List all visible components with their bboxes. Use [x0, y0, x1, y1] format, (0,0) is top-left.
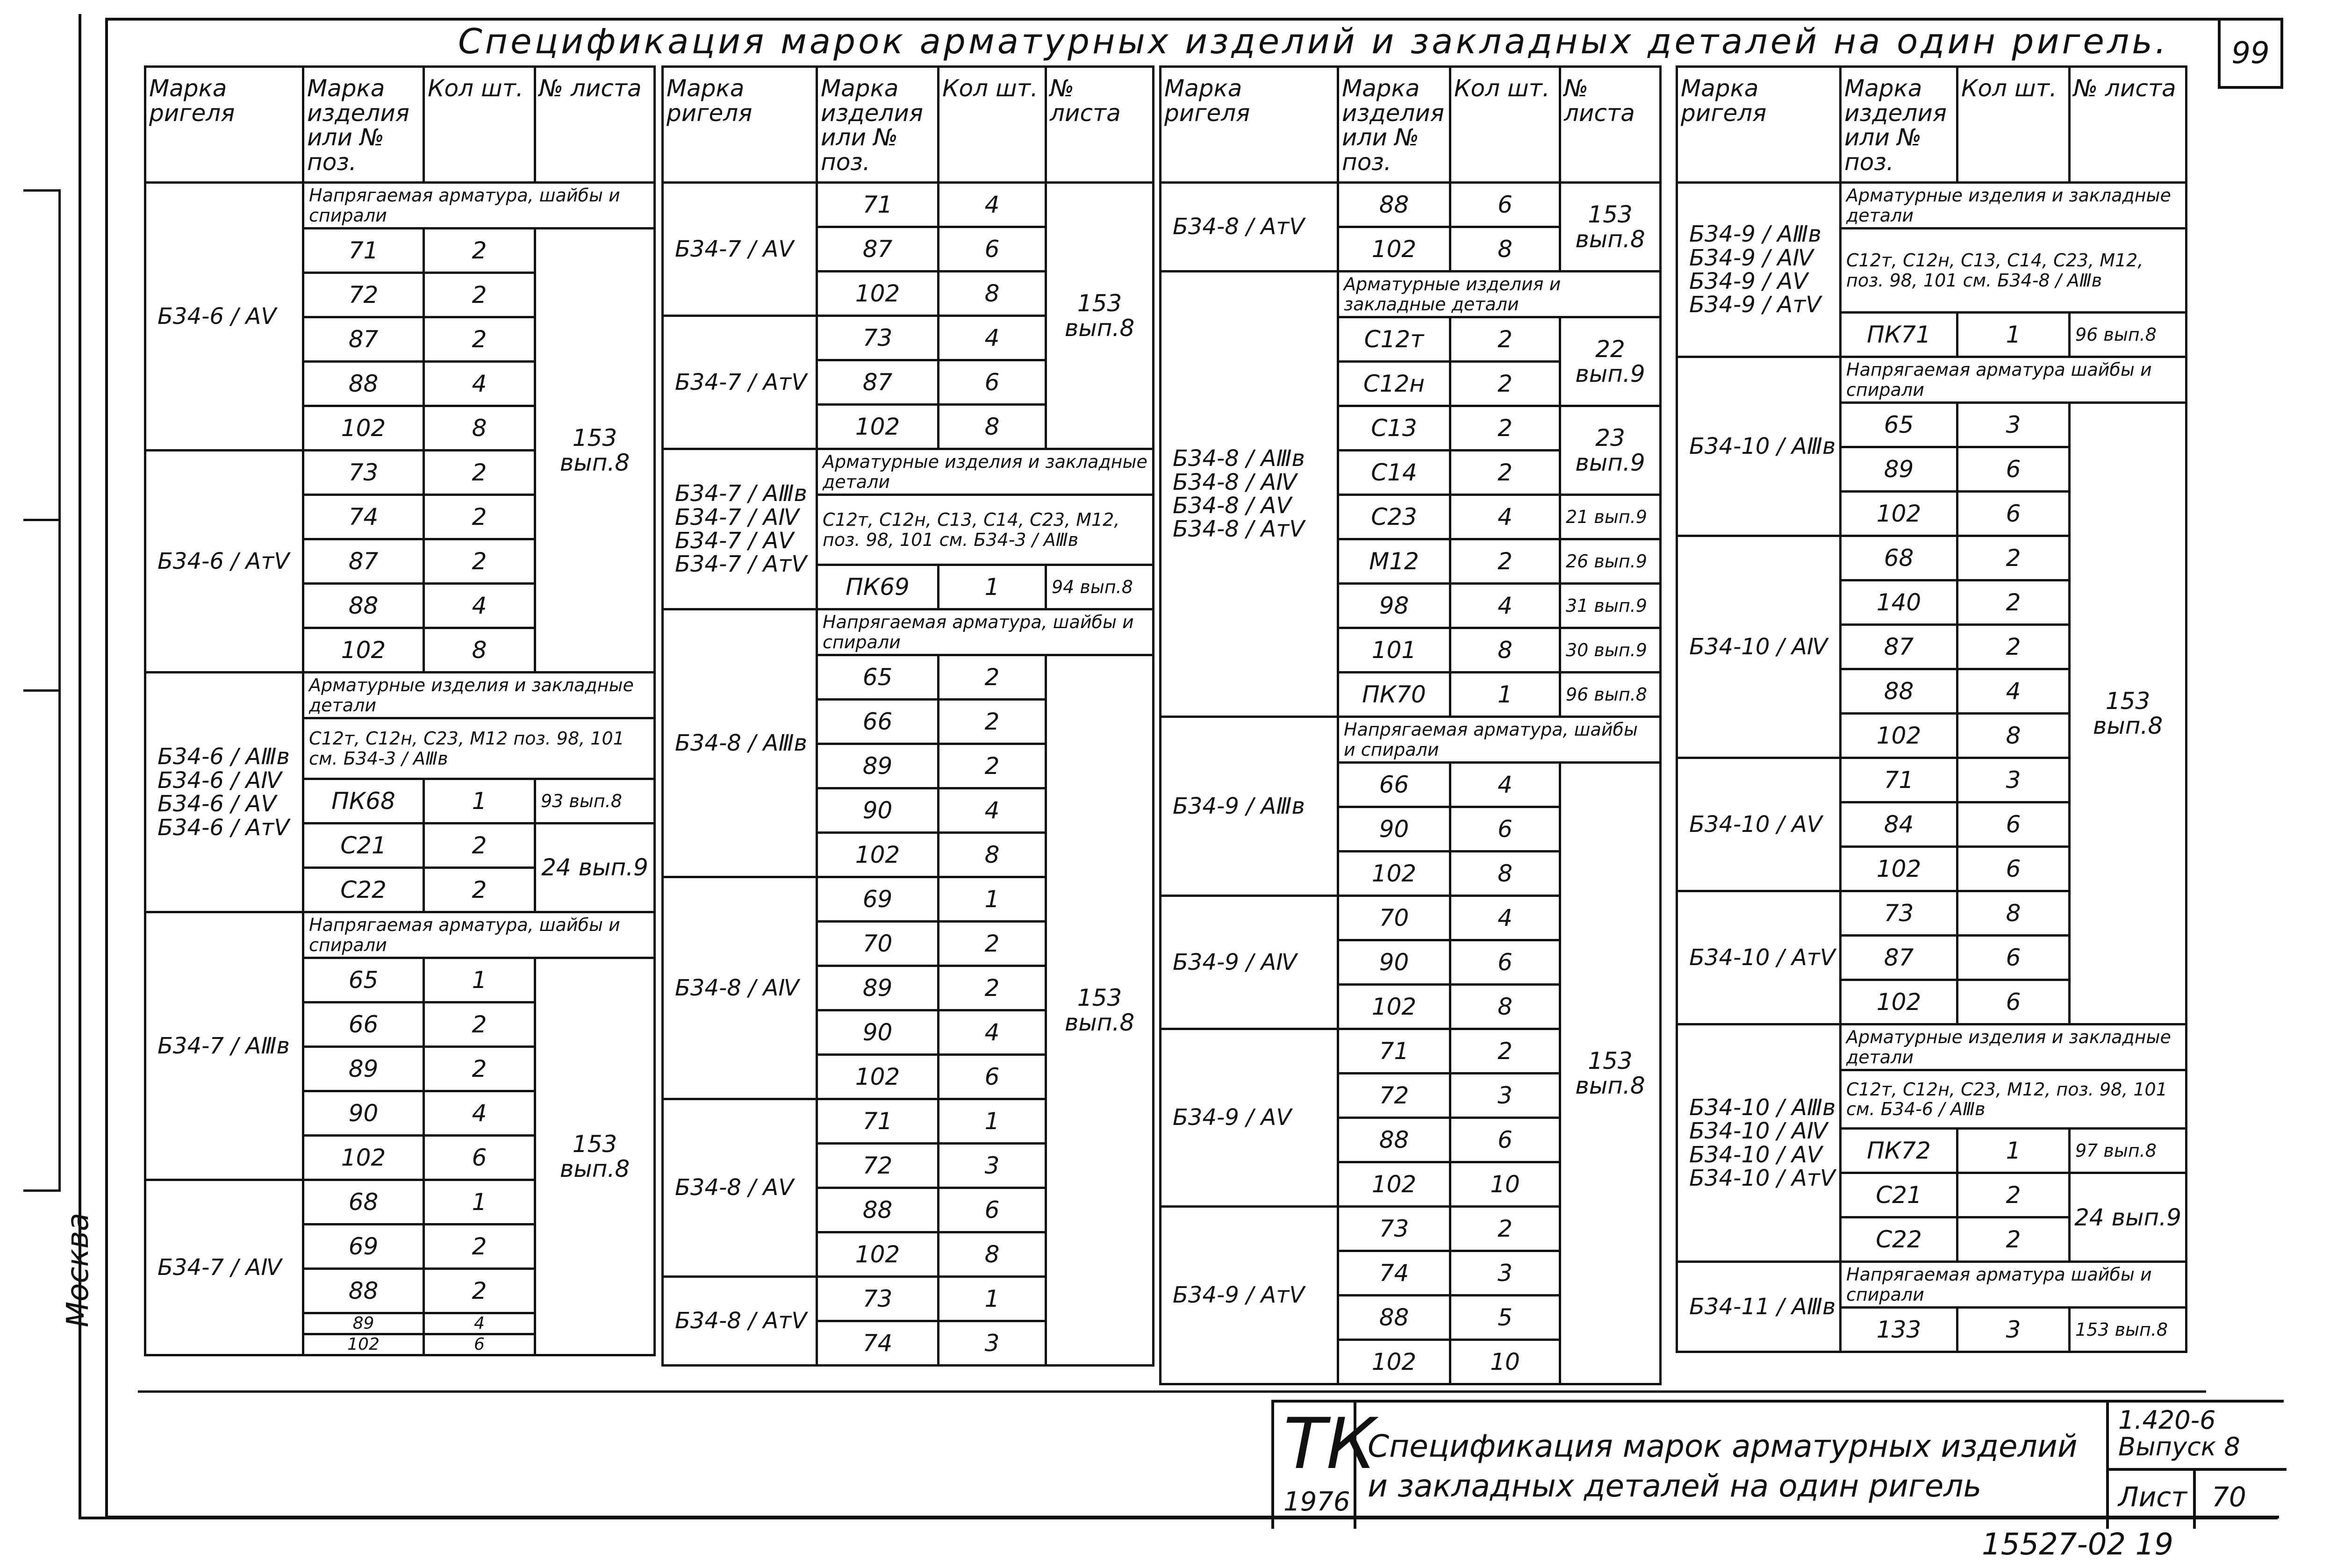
item-cell: 65: [817, 655, 939, 700]
item-cell: 72: [817, 1144, 939, 1188]
item-cell: 90: [1338, 940, 1450, 985]
qty-cell: 2: [424, 823, 535, 868]
beam-mark: Б34-8 / АⅣ: [663, 877, 817, 1099]
sheet-ref: 153 вып.8: [535, 229, 655, 673]
section-note: Арматурные изделия и закладные детали: [1338, 272, 1661, 317]
item-cell: 70: [817, 922, 939, 966]
qty-cell: 2: [1957, 536, 2070, 580]
qty-cell: 3: [1957, 1308, 2070, 1352]
qty-cell: 8: [939, 405, 1046, 449]
qty-cell: 2: [424, 273, 535, 317]
beam-mark: Б34-7 / АⅣ: [145, 1180, 303, 1355]
qty-cell: 4: [939, 183, 1046, 227]
qty-cell: 3: [1957, 758, 2070, 802]
tk-label: ТК: [1283, 1403, 1376, 1485]
qty-cell: 4: [1450, 584, 1560, 628]
item-cell: 66: [303, 1002, 424, 1047]
item-cell: 88: [303, 1269, 424, 1313]
beam-mark: Б34-7 / АⅢв: [145, 912, 303, 1180]
item-cell: С23: [1338, 495, 1450, 539]
qty-cell: 4: [1450, 495, 1560, 539]
qty-cell: 4: [939, 1010, 1046, 1055]
item-cell: С22: [303, 868, 424, 912]
title-block: [1271, 1400, 2284, 1529]
qty-cell: 2: [424, 1002, 535, 1047]
page-corner-number: 99: [2218, 18, 2283, 89]
item-cell: 71: [817, 183, 939, 227]
divider: [2109, 1468, 2287, 1471]
qty-cell: 2: [1957, 580, 2070, 625]
item-cell: 133: [1841, 1308, 1957, 1352]
qty-cell: 6: [1450, 1118, 1560, 1162]
item-cell: 73: [817, 1277, 939, 1321]
stamp-title-line-2: и закладных деталей на один ригель: [1368, 1468, 1982, 1504]
inner-bottom-line: [138, 1390, 2206, 1393]
beam-mark: Б34-8 / АⅤ: [663, 1099, 817, 1277]
qty-cell: 3: [1450, 1251, 1560, 1296]
tk-logo: [1274, 1403, 1376, 1529]
item-cell: 87: [1841, 625, 1957, 669]
header-mark: Марка ригеля: [663, 67, 817, 183]
beam-mark: Б34-10 / АтⅤ: [1677, 891, 1841, 1024]
item-cell: 102: [817, 272, 939, 316]
item-cell: С22: [1841, 1217, 1957, 1262]
item-cell: 65: [303, 958, 424, 1002]
item-cell: 101: [1338, 628, 1450, 673]
item-cell: С13: [1338, 406, 1450, 451]
qty-cell: 2: [1957, 1217, 2070, 1262]
item-cell: 72: [303, 273, 424, 317]
item-cell: 69: [303, 1224, 424, 1269]
qty-cell: 6: [1450, 940, 1560, 985]
beam-mark: Б34-6 / АⅤ: [145, 183, 303, 451]
doc-series: 1.420-6: [2118, 1405, 2216, 1435]
beam-mark: Б34-7 / АтⅤ: [663, 316, 817, 449]
item-cell: 102: [1338, 1162, 1450, 1207]
qty-cell: 2: [424, 1269, 535, 1313]
section-note: Напрягаемая арматура, шайбы и спирали: [303, 183, 655, 229]
qty-cell: 8: [1957, 714, 2070, 758]
beam-mark-group: Б34-7 / АⅢв Б34-7 / АⅣ Б34-7 / АⅤ Б34-7 / АтⅤ: [663, 449, 817, 609]
qty-cell: 2: [1450, 406, 1560, 451]
item-cell: 102: [817, 833, 939, 877]
qty-cell: 2: [424, 495, 535, 539]
section-note: Напрягаемая арматура, шайбы и спирали: [1338, 717, 1661, 763]
item-cell: 73: [1841, 891, 1957, 936]
sheet-ref: 22 вып.9: [1560, 317, 1661, 406]
qty-cell: 6: [1450, 807, 1560, 852]
sheet-ref: 153 вып.8: [2070, 1308, 2186, 1352]
qty-cell: 2: [424, 317, 535, 362]
item-cell: 71: [303, 229, 424, 273]
sheet-ref: 153 вып.8: [1046, 183, 1154, 449]
item-cell: 102: [1841, 714, 1957, 758]
item-cell: 88: [303, 362, 424, 406]
item-cell: 102: [817, 1055, 939, 1099]
qty-cell: 8: [939, 272, 1046, 316]
qty-cell: 3: [939, 1144, 1046, 1188]
sheet-label: Лист: [2118, 1481, 2187, 1513]
item-cell: 74: [817, 1321, 939, 1366]
qty-cell: 4: [424, 362, 535, 406]
item-cell: 71: [1841, 758, 1957, 802]
section-note: Арматурные изделия и закладные детали: [303, 673, 655, 718]
margin-tick: [23, 689, 61, 692]
qty-cell: 2: [1450, 1029, 1560, 1074]
reference-note: С12т, С12н, С23, М12 поз. 98, 101 см. Б34-3 / АⅢв: [303, 718, 655, 779]
header-item: Марка изделия или № поз.: [1841, 67, 1957, 183]
beam-mark: Б34-8 / АⅢв: [663, 609, 817, 877]
qty-cell: 1: [424, 1180, 535, 1224]
sheet-ref: 96 вып.8: [2070, 313, 2186, 357]
header-sheet: № листа: [1046, 67, 1154, 183]
stamp-doc-box: [2106, 1403, 2287, 1529]
qty-cell: 8: [939, 1232, 1046, 1277]
item-cell: 74: [1338, 1251, 1450, 1296]
header-item: Марка изделия или № поз.: [303, 67, 424, 183]
qty-cell: 2: [1450, 539, 1560, 584]
sheet-ref: 26 вып.9: [1560, 539, 1661, 584]
sheet-ref: 153 вып.8: [1046, 655, 1154, 1366]
item-cell: М12: [1338, 539, 1450, 584]
beam-mark: Б34-10 / АⅣ: [1677, 536, 1841, 758]
beam-mark-group: Б34-9 / АⅢв Б34-9 / АⅣ Б34-9 / АⅤ Б34-9 / АтⅤ: [1677, 183, 1841, 357]
item-cell: 102: [1841, 847, 1957, 891]
qty-cell: 6: [424, 1334, 535, 1355]
header-mark: Марка ригеля: [1677, 67, 1841, 183]
qty-cell: 6: [1957, 802, 2070, 847]
sheet-ref: 31 вып.9: [1560, 584, 1661, 628]
qty-cell: 4: [424, 584, 535, 628]
margin-line: [58, 189, 61, 1189]
qty-cell: 6: [939, 227, 1046, 272]
qty-cell: 1: [1957, 1129, 2070, 1173]
qty-cell: 4: [424, 1091, 535, 1136]
item-cell: 90: [303, 1091, 424, 1136]
qty-cell: 1: [424, 779, 535, 823]
qty-cell: 4: [1957, 669, 2070, 714]
header-mark: Марка ригеля: [145, 67, 303, 183]
qty-cell: 2: [1450, 317, 1560, 362]
qty-cell: 6: [1957, 980, 2070, 1024]
section-note: Напрягаемая арматура шайбы и спирали: [1841, 357, 2186, 403]
qty-cell: 1: [1450, 673, 1560, 717]
item-cell: 102: [1841, 492, 1957, 536]
qty-cell: 3: [1450, 1074, 1560, 1118]
item-cell: 102: [817, 1232, 939, 1277]
item-cell: С21: [1841, 1173, 1957, 1217]
item-cell: ПК68: [303, 779, 424, 823]
item-cell: 88: [817, 1188, 939, 1232]
item-cell: 102: [1338, 1340, 1450, 1384]
sheet-ref: 153 вып.8: [535, 958, 655, 1355]
section-note: Напрягаемая арматура, шайбы и спирали: [817, 609, 1154, 655]
qty-cell: 8: [424, 628, 535, 673]
qty-cell: 2: [424, 451, 535, 495]
beam-mark-group: Б34-8 / АⅢв Б34-8 / АⅣ Б34-8 / АⅤ Б34-8 / АтⅤ: [1161, 272, 1338, 717]
qty-cell: 6: [1957, 847, 2070, 891]
item-cell: 87: [303, 317, 424, 362]
item-cell: 69: [817, 877, 939, 922]
qty-cell: 6: [939, 360, 1046, 405]
reference-note: С12т, С12н, С13, С14, С23, М12, поз. 98, 101 см. Б34-8 / АⅢв: [1841, 229, 2186, 313]
item-cell: 89: [1841, 447, 1957, 492]
item-cell: ПК71: [1841, 313, 1957, 357]
qty-cell: 1: [939, 1277, 1046, 1321]
qty-cell: 1: [939, 877, 1046, 922]
beam-mark-group: Б34-6 / АⅢв Б34-6 / АⅣ Б34-6 / АⅤ Б34-6 / АтⅤ: [145, 673, 303, 912]
sheet-ref: 21 вып.9: [1560, 495, 1661, 539]
sheet-ref: 153 вып.8: [1560, 183, 1661, 272]
item-cell: 102: [1338, 227, 1450, 272]
item-cell: 66: [817, 700, 939, 744]
qty-cell: 2: [424, 229, 535, 273]
sheet-ref: 97 вып.8: [2070, 1129, 2186, 1173]
beam-mark: Б34-8 / АтⅤ: [663, 1277, 817, 1366]
sheet-ref: 23 вып.9: [1560, 406, 1661, 495]
header-qty: Кол шт.: [939, 67, 1046, 183]
qty-cell: 2: [1450, 451, 1560, 495]
item-cell: 72: [1338, 1074, 1450, 1118]
sheet-ref: 153 вып.8: [1560, 763, 1661, 1384]
item-cell: 89: [303, 1047, 424, 1091]
archive-number: 15527-02 19: [1982, 1527, 2173, 1562]
item-cell: С14: [1338, 451, 1450, 495]
item-cell: ПК72: [1841, 1129, 1957, 1173]
qty-cell: 2: [939, 966, 1046, 1010]
beam-mark: Б34-9 / АⅣ: [1161, 896, 1338, 1029]
qty-cell: 1: [424, 958, 535, 1002]
item-cell: С21: [303, 823, 424, 868]
qty-cell: 8: [1450, 852, 1560, 896]
qty-cell: 5: [1450, 1296, 1560, 1340]
item-cell: 88: [1338, 1296, 1450, 1340]
qty-cell: 2: [939, 700, 1046, 744]
section-note: Арматурные изделия и закладные детали: [1841, 1024, 2186, 1070]
item-cell: 89: [817, 744, 939, 788]
margin-tick: [23, 519, 61, 521]
beam-mark-group: Б34-10 / АⅢв Б34-10 / АⅣ Б34-10 / АⅤ Б34-10 / АтⅤ: [1677, 1024, 1841, 1262]
qty-cell: 10: [1450, 1340, 1560, 1384]
qty-cell: 4: [424, 1313, 535, 1334]
item-cell: 89: [303, 1313, 424, 1334]
qty-cell: 8: [1957, 891, 2070, 936]
beam-mark: Б34-9 / АⅤ: [1161, 1029, 1338, 1207]
page-title: Спецификация марок арматурных изделий и закладных деталей на один ригель.: [458, 21, 2169, 62]
qty-cell: 1: [939, 565, 1046, 609]
item-cell: 102: [303, 1136, 424, 1180]
qty-cell: 4: [939, 788, 1046, 833]
qty-cell: 6: [424, 1136, 535, 1180]
item-cell: 68: [1841, 536, 1957, 580]
item-cell: 90: [817, 788, 939, 833]
header-sheet: № листа: [535, 67, 655, 183]
section-note: Арматурные изделия и закладные детали: [817, 449, 1154, 495]
item-cell: 88: [1841, 669, 1957, 714]
qty-cell: 1: [1957, 313, 2070, 357]
qty-cell: 6: [1450, 183, 1560, 227]
beam-mark: Б34-10 / АⅢв: [1677, 357, 1841, 536]
qty-cell: 8: [1450, 227, 1560, 272]
qty-cell: 6: [939, 1188, 1046, 1232]
item-cell: 102: [817, 405, 939, 449]
margin-tick: [23, 1189, 61, 1192]
item-cell: 98: [1338, 584, 1450, 628]
spec-table-1: [144, 65, 656, 1356]
item-cell: 73: [817, 316, 939, 360]
beam-mark: Б34-9 / АⅢв: [1161, 717, 1338, 896]
qty-cell: 6: [1957, 492, 2070, 536]
item-cell: 74: [303, 495, 424, 539]
qty-cell: 2: [939, 922, 1046, 966]
sheet-ref: 93 вып.8: [535, 779, 655, 823]
spec-table-4: [1676, 65, 2187, 1353]
item-cell: 90: [817, 1010, 939, 1055]
beam-mark: Б34-7 / АⅤ: [663, 183, 817, 316]
item-cell: 102: [303, 1334, 424, 1355]
header-sheet: № листа: [1560, 67, 1661, 183]
beam-mark: Б34-10 / АⅤ: [1677, 758, 1841, 891]
side-city-label: Москва: [61, 1212, 95, 1327]
stamp-title-line-1: Спецификация марок арматурных изделий: [1368, 1428, 2078, 1464]
item-cell: 88: [1338, 1118, 1450, 1162]
spec-table-2: [661, 65, 1154, 1367]
qty-cell: 2: [939, 744, 1046, 788]
item-cell: 70: [1338, 896, 1450, 940]
sheet-ref: 30 вып.9: [1560, 628, 1661, 673]
sheet-ref: 24 вып.9: [2070, 1173, 2186, 1262]
item-cell: 87: [1841, 936, 1957, 980]
sheet-ref: 94 вып.8: [1046, 565, 1154, 609]
item-cell: С12т: [1338, 317, 1450, 362]
item-cell: 73: [1338, 1207, 1450, 1251]
item-cell: 87: [817, 227, 939, 272]
item-cell: 66: [1338, 763, 1450, 807]
item-cell: 89: [817, 966, 939, 1010]
qty-cell: 8: [1450, 628, 1560, 673]
qty-cell: 2: [424, 868, 535, 912]
item-cell: 71: [1338, 1029, 1450, 1074]
qty-cell: 3: [1957, 403, 2070, 447]
item-cell: 90: [1338, 807, 1450, 852]
item-cell: 87: [817, 360, 939, 405]
item-cell: 102: [1338, 985, 1450, 1029]
qty-cell: 8: [1450, 985, 1560, 1029]
top-border-line: [105, 18, 2218, 21]
header-qty: Кол шт.: [424, 67, 535, 183]
header-item: Марка изделия или № поз.: [817, 67, 939, 183]
section-note: Напрягаемая арматура, шайбы и спирали: [303, 912, 655, 958]
item-cell: 71: [817, 1099, 939, 1144]
spec-table-3: [1159, 65, 1662, 1385]
item-cell: 84: [1841, 802, 1957, 847]
section-note: Напрягаемая арматура шайбы и спирали: [1841, 1262, 2186, 1308]
qty-cell: 2: [1957, 1173, 2070, 1217]
doc-issue: Выпуск 8: [2118, 1432, 2240, 1461]
beam-mark: Б34-8 / АтⅤ: [1161, 183, 1338, 272]
qty-cell: 8: [424, 406, 535, 451]
qty-cell: 6: [939, 1055, 1046, 1099]
margin-tick: [23, 189, 61, 192]
item-cell: 102: [1338, 852, 1450, 896]
qty-cell: 4: [1450, 896, 1560, 940]
beam-mark: Б34-6 / АтⅤ: [145, 451, 303, 673]
qty-cell: 10: [1450, 1162, 1560, 1207]
item-cell: 140: [1841, 580, 1957, 625]
item-cell: 68: [303, 1180, 424, 1224]
sheet-ref: 96 вып.8: [1560, 673, 1661, 717]
qty-cell: 2: [1450, 362, 1560, 406]
item-cell: 88: [1338, 183, 1450, 227]
divider: [2193, 1468, 2196, 1529]
beam-mark: Б34-9 / АтⅤ: [1161, 1207, 1338, 1384]
item-cell: 65: [1841, 403, 1957, 447]
qty-cell: 3: [939, 1321, 1046, 1366]
qty-cell: 2: [1957, 625, 2070, 669]
reference-note: С12т, С12н, С13, С14, С23, М12, поз. 98, 101 см. Б34-3 / АⅢв: [817, 495, 1154, 565]
qty-cell: 1: [939, 1099, 1046, 1144]
stamp-doc-code: [2118, 1407, 2240, 1460]
reference-note: С12т, С12н, С23, М12, поз. 98, 101 см. Б34-6 / АⅢв: [1841, 1070, 2186, 1129]
qty-cell: 2: [424, 1047, 535, 1091]
qty-cell: 8: [939, 833, 1046, 877]
stamp-year: 1976: [1283, 1487, 1350, 1517]
qty-cell: 2: [424, 539, 535, 584]
section-note: Арматурные изделия и закладные детали: [1841, 183, 2186, 229]
header-qty: Кол шт.: [1450, 67, 1560, 183]
item-cell: 102: [303, 406, 424, 451]
header-qty: Кол шт.: [1957, 67, 2070, 183]
item-cell: ПК70: [1338, 673, 1450, 717]
item-cell: 73: [303, 451, 424, 495]
item-cell: 88: [303, 584, 424, 628]
sheet-ref: 153 вып.8: [2070, 403, 2186, 1024]
item-cell: С12н: [1338, 362, 1450, 406]
qty-cell: 2: [939, 655, 1046, 700]
item-cell: ПК69: [817, 565, 939, 609]
header-mark: Марка ригеля: [1161, 67, 1338, 183]
qty-cell: 6: [1957, 447, 2070, 492]
sheet-number: 70: [2212, 1481, 2246, 1513]
qty-cell: 2: [424, 1224, 535, 1269]
item-cell: 102: [303, 628, 424, 673]
sheet-ref: 24 вып.9: [535, 823, 655, 912]
header-item: Марка изделия или № поз.: [1338, 67, 1450, 183]
item-cell: 87: [303, 539, 424, 584]
qty-cell: 6: [1957, 936, 2070, 980]
item-cell: 102: [1841, 980, 1957, 1024]
header-sheet: № листа: [2070, 67, 2186, 183]
qty-cell: 4: [939, 316, 1046, 360]
qty-cell: 2: [1450, 1207, 1560, 1251]
beam-mark: Б34-11 / АⅢв: [1677, 1262, 1841, 1352]
qty-cell: 4: [1450, 763, 1560, 807]
